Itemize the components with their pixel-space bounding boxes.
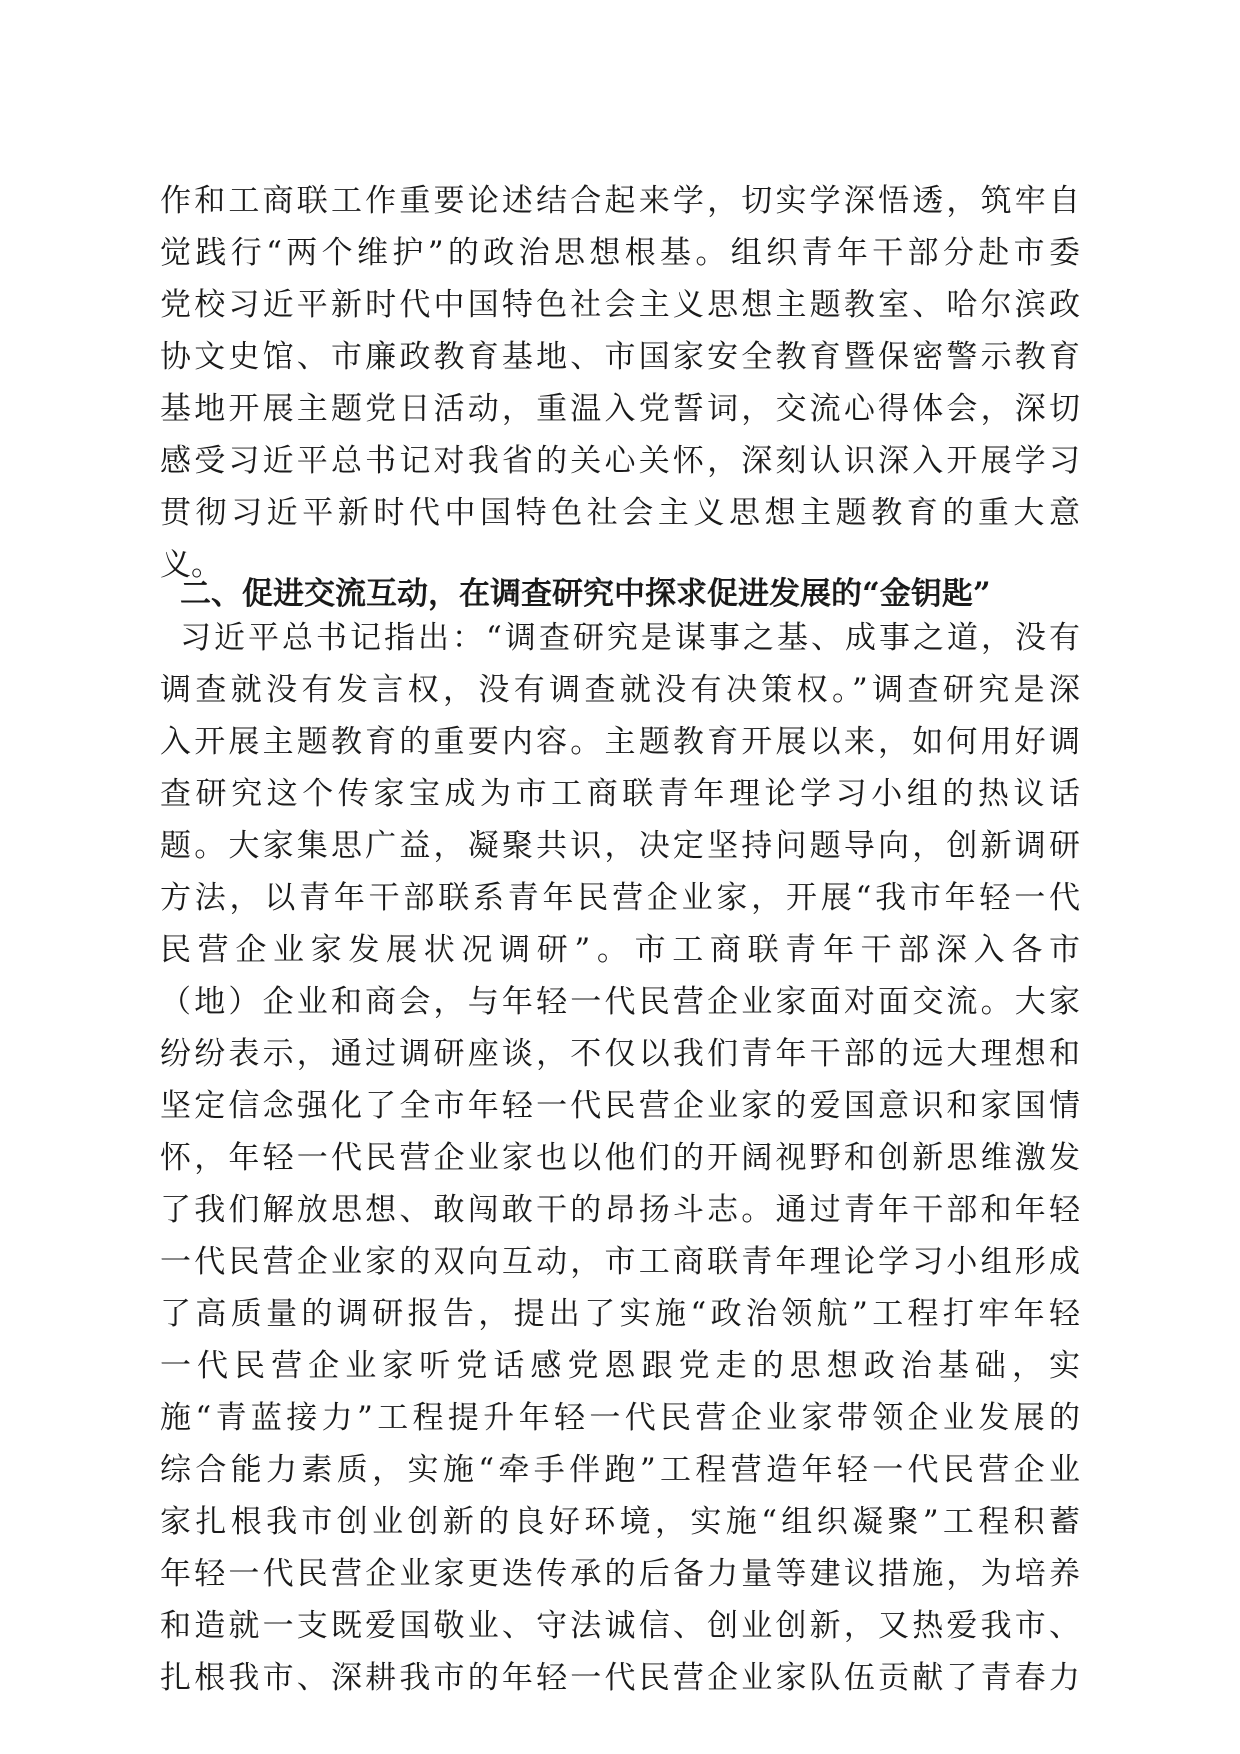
paragraph-line: 一代民营企业家听党话感党恩跟党走的思想政治基础，实 xyxy=(160,1348,1080,1384)
paragraph-line: （地）企业和商会，与年轻一代民营企业家面对面交流。大家 xyxy=(160,984,1080,1020)
paragraph-line: 作和工商联工作重要论述结合起来学，切实学深悟透，筑牢自 xyxy=(160,183,1080,219)
paragraph-line: 和造就一支既爱国敬业、守法诚信、创业创新，又热爱我市、 xyxy=(160,1608,1080,1644)
paragraph-line: 协文史馆、市廉政教育基地、市国家安全教育暨保密警示教育 xyxy=(160,339,1080,375)
paragraph-line: 家扎根我市创业创新的良好环境，实施“组织凝聚”工程积蓄 xyxy=(160,1504,1080,1540)
section-heading: 二、促进交流互动，在调查研究中探求促进发展的“金钥匙” xyxy=(180,576,991,612)
paragraph-line: 施“青蓝接力”工程提升年轻一代民营企业家带领企业发展的 xyxy=(160,1400,1080,1436)
paragraph-line: 民营企业家发展状况调研”。市工商联青年干部深入各市 xyxy=(160,932,1080,968)
paragraph-line: 感受习近平总书记对我省的关心关怀，深刻认识深入开展学习 xyxy=(160,443,1080,479)
paragraph-line: 怀，年轻一代民营企业家也以他们的开阔视野和创新思维激发 xyxy=(160,1140,1080,1176)
paragraph-line: 觉践行“两个维护”的政治思想根基。组织青年干部分赴市委 xyxy=(160,235,1080,271)
paragraph-line: 义。 xyxy=(160,547,222,583)
paragraph-line: 一代民营企业家的双向互动，市工商联青年理论学习小组形成 xyxy=(160,1244,1080,1280)
paragraph-line: 题。大家集思广益，凝聚共识，决定坚持问题导向，创新调研 xyxy=(160,828,1080,864)
paragraph-line: 习近平总书记指出：“调查研究是谋事之基、成事之道，没有 xyxy=(180,620,1080,656)
paragraph-line: 党校习近平新时代中国特色社会主义思想主题教室、哈尔滨政 xyxy=(160,287,1080,323)
paragraph-line: 年轻一代民营企业家更迭传承的后备力量等建议措施，为培养 xyxy=(160,1556,1080,1592)
paragraph-line: 入开展主题教育的重要内容。主题教育开展以来，如何用好调 xyxy=(160,724,1080,760)
paragraph-line: 调查就没有发言权，没有调查就没有决策权。”调查研究是深 xyxy=(160,672,1080,708)
paragraph-line: 扎根我市、深耕我市的年轻一代民营企业家队伍贡献了青春力 xyxy=(160,1660,1080,1696)
paragraph-line: 综合能力素质，实施“牵手伴跑”工程营造年轻一代民营企业 xyxy=(160,1452,1080,1488)
paragraph-line: 贯彻习近平新时代中国特色社会主义思想主题教育的重大意 xyxy=(160,495,1080,531)
paragraph-line: 了我们解放思想、敢闯敢干的昂扬斗志。通过青年干部和年轻 xyxy=(160,1192,1080,1228)
paragraph-line: 基地开展主题党日活动，重温入党誓词，交流心得体会，深切 xyxy=(160,391,1080,427)
paragraph-line: 坚定信念强化了全市年轻一代民营企业家的爱国意识和家国情 xyxy=(160,1088,1080,1124)
paragraph-line: 纷纷表示，通过调研座谈，不仅以我们青年干部的远大理想和 xyxy=(160,1036,1080,1072)
paragraph-line: 方法，以青年干部联系青年民营企业家，开展“我市年轻一代 xyxy=(160,880,1080,916)
paragraph-line: 查研究这个传家宝成为市工商联青年理论学习小组的热议话 xyxy=(160,776,1080,812)
paragraph-line: 了高质量的调研报告，提出了实施“政治领航”工程打牢年轻 xyxy=(160,1296,1080,1332)
